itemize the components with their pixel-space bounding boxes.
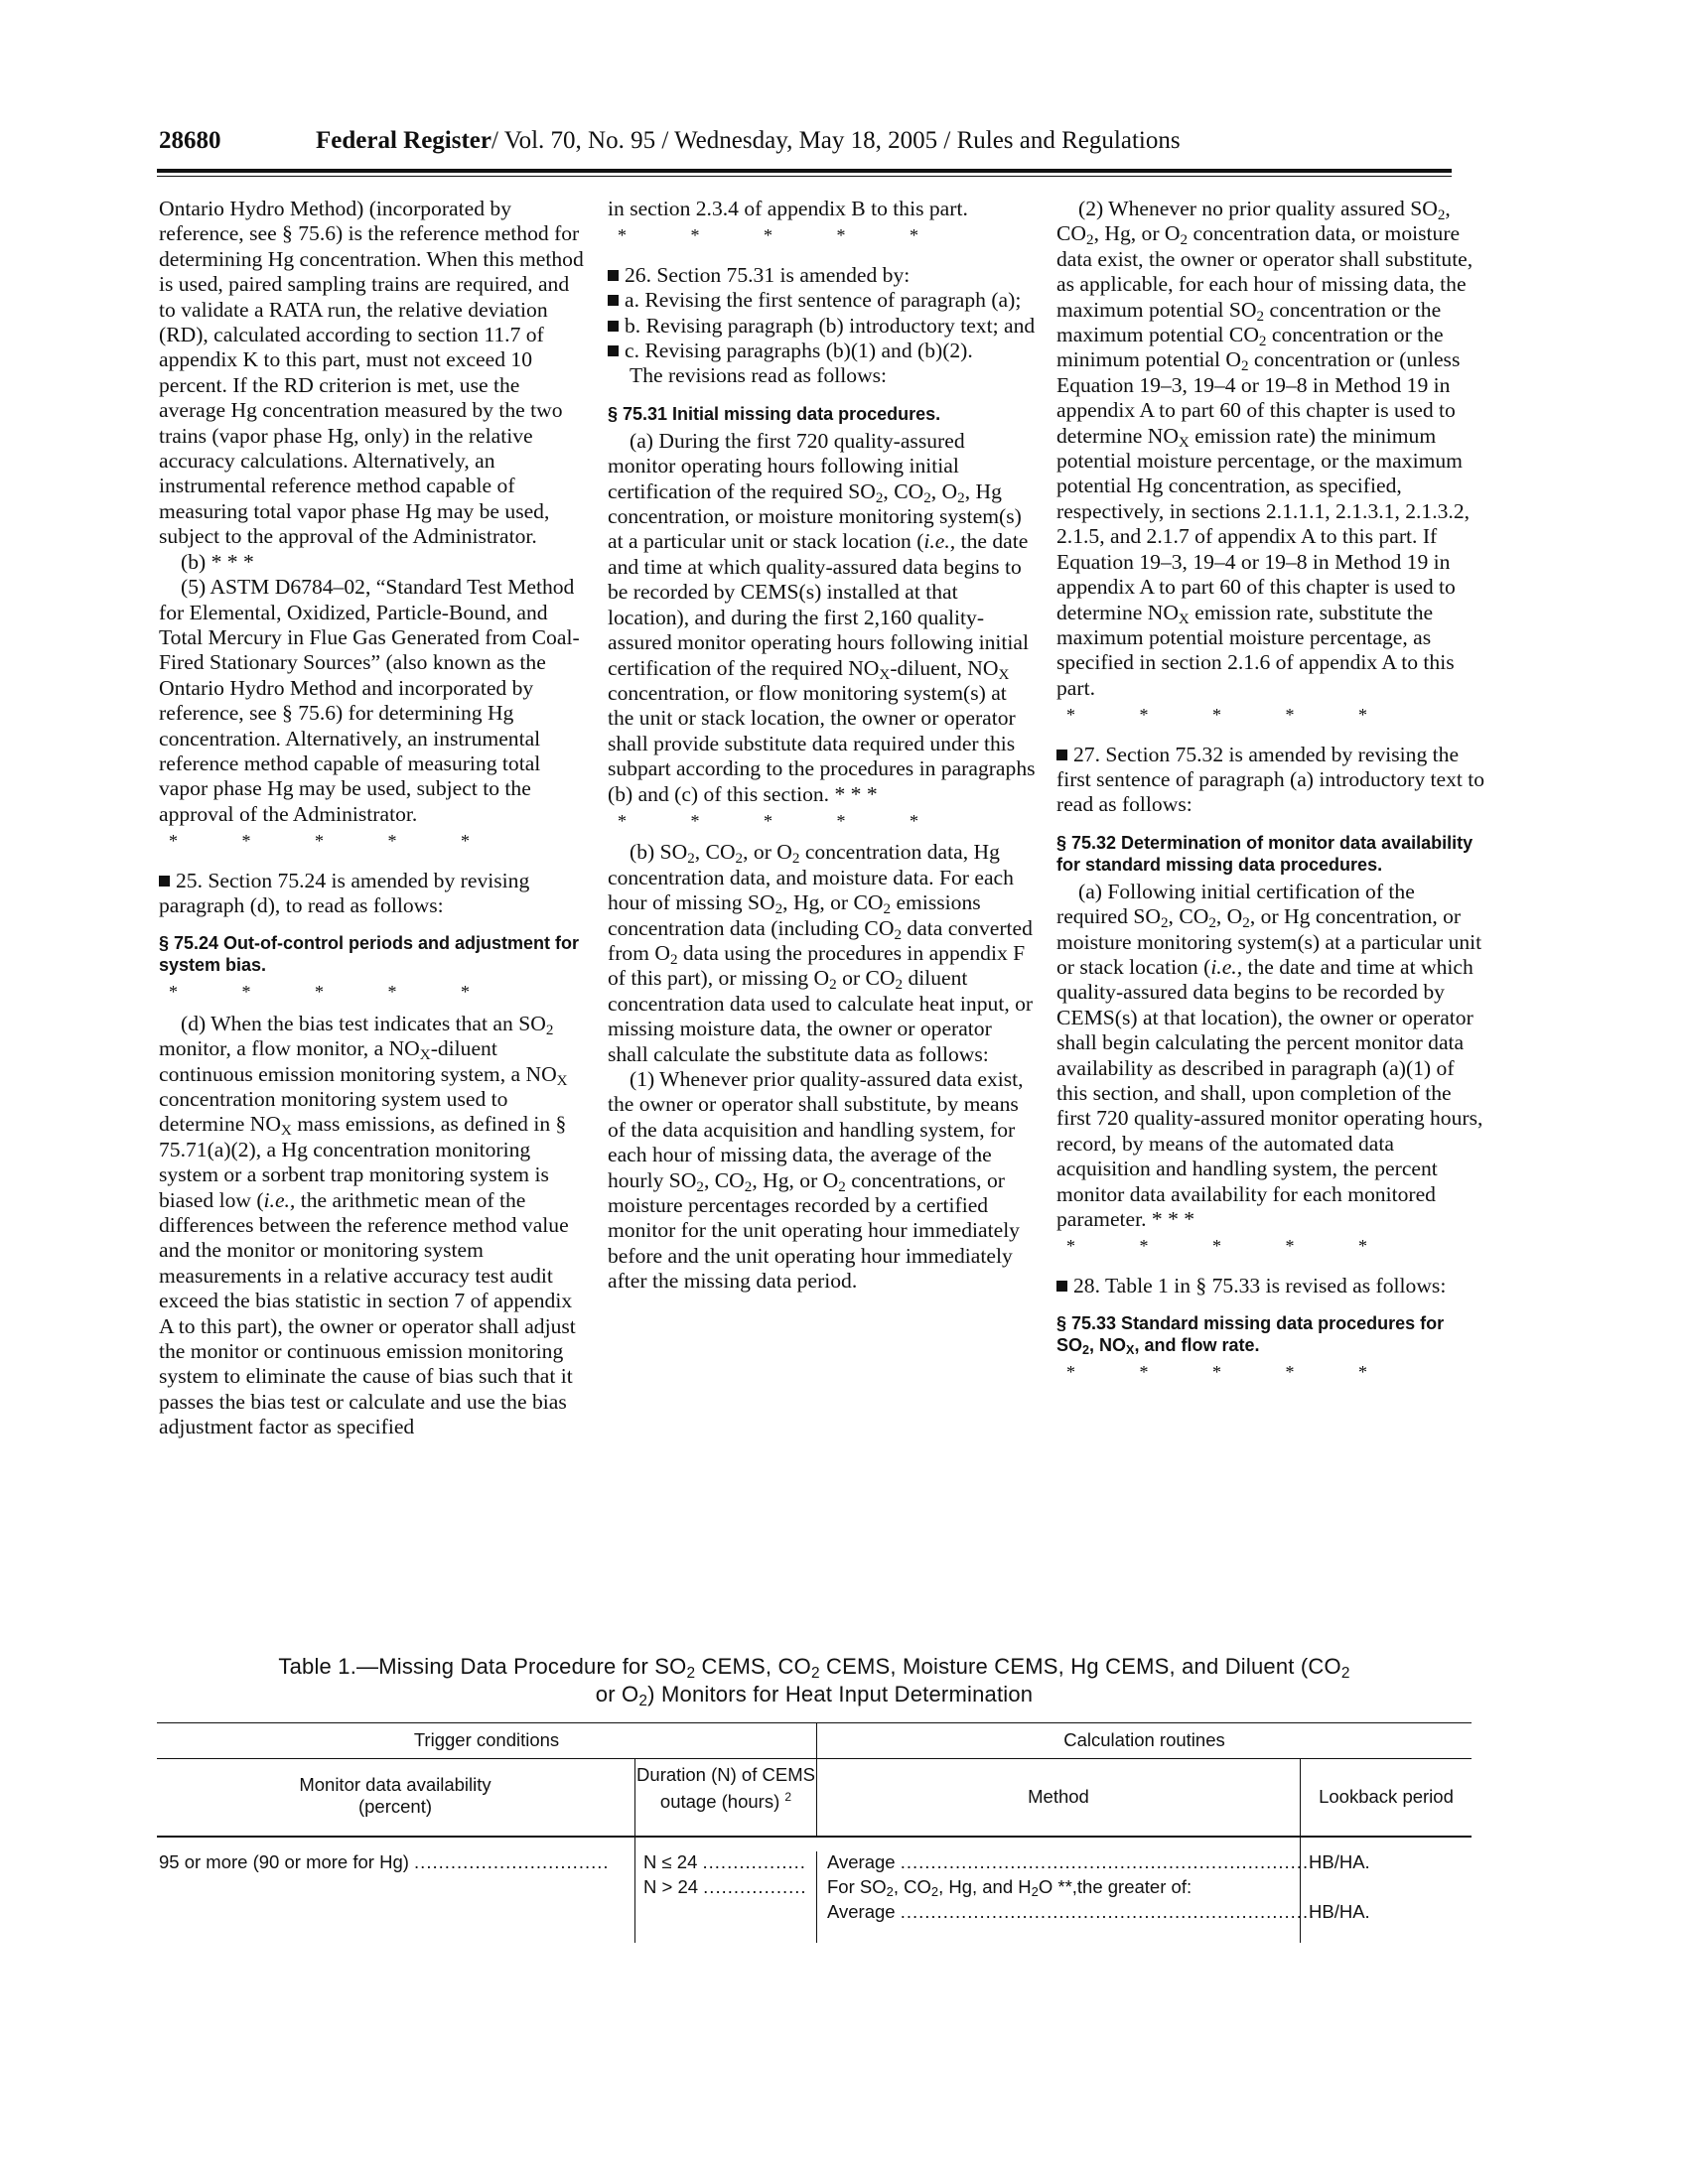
amendment-26b: b. Revising paragraph (b) introductory text; and	[608, 314, 1037, 339]
amendment-25: 25. Section 75.24 is amended by revising paragraph (d), to read as follows:	[159, 868, 530, 917]
table-rule	[157, 1722, 1472, 1723]
row1-method-1: Average ....................................................................	[827, 1851, 1316, 1872]
header-method: Method	[1028, 1786, 1089, 1807]
running-title	[316, 127, 1181, 155]
square-bullet-icon	[1056, 750, 1067, 760]
ellipsis-stars: * * * * *	[618, 810, 948, 831]
missing-data-table	[157, 1722, 1472, 1943]
header-rule-thin	[157, 176, 1452, 177]
paragraph: Ontario Hydro Method) (incorporated by reference, see § 75.6) is the reference method for determining Hg concentration. When this method is used, paired sampling trains are required, and to validate a RATA run, the relative deviation (RD), calculated according to section 11.7 of appendix K to this part, must not exceed 10 percent. If the RD criterion is met, use the average Hg concentration measured by the two trains (vapor phase Hg, only) in the relative accuracy calculations. Alternatively, an instrumental reference method capable of measuring total vapor phase Hg may be used, subject to the approval of the Administrator.	[159, 197, 584, 549]
square-bullet-icon	[608, 270, 619, 281]
row1-duration-1: N ≤ 24 .................	[643, 1851, 806, 1872]
amendment-26: 26. Section 75.31 is amended by:	[608, 263, 1037, 288]
paragraph-b: (b) $SO_2$, $CO_2$, or $O_2$ concentration data, Hg concentration data, and moisture data. For each hour of missing $SO_2$, Hg, or $CO_2$ emissions concentration data (including $CO_2$ data converted from $O_2$ data using the procedures in appendix F of this part), or missing $O_2$ or $CO_2$ diluent concentration data used to calculate heat input, or missing moisture data, the owner or operator shall calculate the substitute data as follows:	[608, 840, 1034, 1066]
ellipsis-stars: * * * * *	[169, 982, 499, 1003]
amendment-26c: c. Revising paragraphs (b)(1) and (b)(2).	[608, 339, 1037, 363]
page-number: 28680	[159, 127, 221, 154]
row1-duration-2: N > 24 .................	[643, 1876, 807, 1897]
header-lookback-period: Lookback period	[1319, 1786, 1454, 1807]
issue-info: / Vol. 70, No. 95 / Wednesday, May 18, 2005 / Rules and Regulations	[491, 127, 1181, 154]
ellipsis-stars: * * * * *	[618, 225, 948, 246]
row1-availability: 95 or more (90 or more for Hg) ................................	[159, 1851, 610, 1872]
row1-method-3: Average ....................................................................	[827, 1901, 1316, 1922]
amendment-28: 28. Table 1 in § 75.33 is revised as follows:	[1056, 1274, 1485, 1298]
ellipsis-stars: * * * * *	[169, 831, 499, 852]
row1-method-2: For $SO_2$, $CO_2$, Hg, and $H_2O$ **,the greater of:	[827, 1876, 1193, 1900]
header-trigger-conditions: Trigger conditions	[413, 1729, 560, 1750]
paragraph: (5) ASTM D6784–02, “Standard Test Method for Elemental, Oxidized, Particle-Bound, and Total Mercury in Flue Gas Generated from Coal-Fired Stationary Sources” (also known as the Ontario Hydro Method and incorporated by reference, see § 75.6) for determining Hg concentration. Alternatively, an instrumental reference method capable of measuring total vapor phase Hg may be used, subject to the approval of the Administrator.	[159, 575, 580, 826]
header-monitor-data-availability: Monitor data availability (percent)	[299, 1774, 491, 1817]
table-rule	[157, 1836, 1472, 1838]
row1-lookback-2: HB/HA.	[1309, 1901, 1370, 1922]
publication-name: Federal Register	[316, 127, 492, 154]
square-bullet-icon	[159, 876, 170, 887]
square-bullet-icon	[1056, 1281, 1067, 1292]
square-bullet-icon	[608, 321, 619, 332]
column-3	[1056, 197, 1485, 1392]
paragraph-a: (a) Following initial certification of the required $SO_2$, $CO_2$, $O_2$, or Hg concentration, or moisture monitoring system(s) at a particular unit or stack location (i.e., the date and time at which quality-assured data begins to be recorded by CEMS(s) at that location), the owner or operator shall begin calculating the percent monitor data availability as described in paragraph (a)(1) of this section, and shall, upon completion of the first 720 quality-assured monitor operating hours, record, by means of the automated data acquisition and handling system, the percent monitor data availability for each monitored parameter. * * *	[1056, 879, 1483, 1232]
paragraph-b1: (1) Whenever prior quality-assured data exist, the owner or operator shall substitute, by means of the data acquisition and handling system, for each hour of missing data, the average of the hourly $SO_2$, $CO_2$, Hg, or $O_2$ concentrations, or moisture percentages recorded by a certified monitor for the unit operating hour immediately before and the unit operating hour immediately after the missing data period.	[608, 1067, 1024, 1294]
square-bullet-icon	[608, 345, 619, 356]
paragraph-d: (d) When the bias test indicates that an $SO_2$ monitor, a flow monitor, a $NO_X$-diluent continuous emission monitoring system, a $NO_X$ concentration monitoring system used to determine $NO_X$ mass emissions, as defined in § 75.71(a)(2), a Hg concentration monitoring system or a sorbent trap monitoring system is biased low (i.e., the arithmetic mean of the differences between the reference method value and the monitor or monitoring system measurements in a relative accuracy test audit exceed the bias statistic in section 7 of appendix A to this part), the owner or operator shall adjust the monitor or continuous emission monitoring system to eliminate the cause of bias such that it passes the bias test or calculate and use the bias adjustment factor as specified	[159, 1011, 576, 1439]
paragraph: (b) * * *	[181, 549, 254, 574]
header-calculation-routines: Calculation routines	[1063, 1729, 1225, 1750]
paragraph-b2: (2) Whenever no prior quality assured $SO_2$, $CO_2$, Hg, or $O_2$ concentration data, or moisture data exist, the owner or operator shall substitute, as applicable, for each hour of missing data, the maximum potential $SO_2$ concentration or the maximum potential $CO_2$ concentration or the minimum potential $O_2$ concentration or (unless Equation 19–3, 19–4 or 19–8 in Method 19 in appendix A to part 60 of this chapter is used to determine $NO_X$ emission rate) the minimum potential moisture percentage, or the maximum potential Hg concentration, as specified, respectively, in sections 2.1.1.1, 2.1.3.1, 2.1.3.2, 2.1.5, and 2.1.7 of appendix A to this part. If Equation 19–3, 19–4 or 19–8 in Method 19 in appendix A to part 60 of this chapter is used to determine $NO_X$ emission rate, substitute the maximum potential moisture percentage, as specified in section 2.1.6 of appendix A to this part.	[1056, 197, 1474, 700]
ellipsis-stars: * * * * *	[1066, 705, 1397, 726]
ellipsis-stars: * * * * *	[1066, 1362, 1397, 1383]
row1-lookback-1: HB/HA.	[1309, 1851, 1370, 1872]
paragraph: The revisions read as follows:	[630, 363, 888, 388]
ellipsis-stars: * * * * *	[1066, 1236, 1397, 1257]
paragraph-a: (a) During the first 720 quality-assured monitor operating hours following initial certification of the required $SO_2$, $CO_2$, $O_2$, Hg concentration, or moisture monitoring system(s) at a particular unit or stack location (i.e., the date and time at which quality-assured data begins to be recorded by CEMS(s) installed at that location), and during the first 2,160 quality-assured monitor operating hours following initial certification of the required $NO_X$-diluent, $NO_X$ concentration, or flow monitoring system(s) at the unit or stack location, the owner or operator shall provide substitute data required under this subpart according to the procedures in paragraphs (b) and (c) of this section. * * *	[608, 428, 1036, 806]
square-bullet-icon	[608, 295, 619, 306]
table-rule	[157, 1758, 1472, 1759]
section-heading-75-31: § 75.31 Initial missing data procedures.	[608, 403, 941, 424]
amendment-26a: a. Revising the first sentence of paragraph (a);	[608, 288, 1037, 313]
header-rule-thick	[157, 169, 1452, 173]
column-2	[608, 197, 1037, 1295]
header-duration: Duration (N) of CEMS outage (hours) $^2$	[636, 1764, 815, 1813]
table-title: Table 1.—Missing Data Procedure for $SO_2$ CEMS, $CO_2$ CEMS, Moisture CEMS, Hg CEMS, and Diluent ($CO_2$ or $O_2$) Monitors for Heat Input Determination	[278, 1654, 1350, 1709]
table-vrule	[816, 1851, 817, 1943]
page-header	[159, 127, 1452, 159]
section-heading-75-32: § 75.32 Determination of monitor data availability for standard missing data procedures.	[1056, 832, 1474, 875]
column-1	[159, 197, 588, 1440]
section-heading-75-33: § 75.33 Standard missing data procedures for $SO_2$, $NO_X$, and flow rate.	[1056, 1313, 1445, 1358]
section-heading-75-24: § 75.24 Out-of-control periods and adjustment for system bias.	[159, 933, 580, 976]
paragraph: in section 2.3.4 of appendix B to this part.	[608, 197, 968, 220]
amendment-27: 27. Section 75.32 is amended by revising the first sentence of paragraph (a) introductory text to read as follows:	[1056, 742, 1485, 817]
